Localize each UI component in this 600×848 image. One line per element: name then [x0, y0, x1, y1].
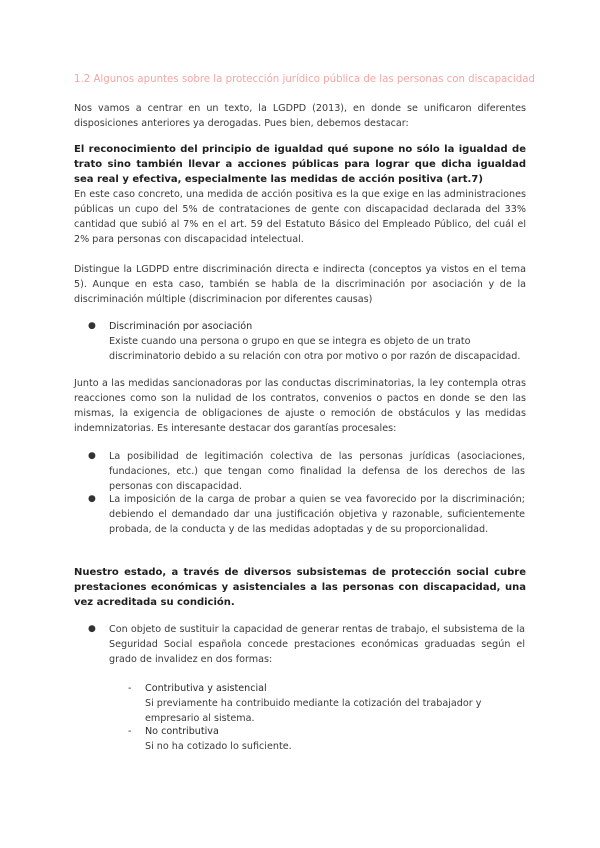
discrimination-types-paragraph: Distingue la LGDPD entre discriminación directa e indirecta (conceptos ya vistos en el tema 5). Aunque en esta caso, también se habla de la discriminación por asociación y de la discriminación múltiple (discriminacion por diferentes causas) [74, 264, 526, 305]
guarantee-item: La posibilidad de legitimación colectiva de las personas jurídicas (asociaciones, fundaciones, etc.) que tengan como finalidad la defensa de los derechos de las personas con discapacidad. [109, 451, 525, 492]
positive-action-paragraph: En este caso concreto, una medida de acción positiva es la que exige en las administraciones públicas un cupo del 5% de contrataciones de gente con discapacidad declarada del 33% cantidad que subió al 7% en el art. 59 del Estatuto Básico del Empleado Público, del cuál el 2% para personas con discapacidad intelectual. [74, 189, 526, 245]
bold-statement-equality: El reconocimiento del principio de igualdad qué supone no sólo la igualdad de trato sino también llevar a acciones públicas para lograr que dicha igualdad sea real y efectiva, especialmente las medidas de acción positiva (art.7) [74, 144, 526, 185]
subitem-text: Si previamente ha contribuido mediante la cotización del trabajador y empresario al sistema. [145, 698, 482, 724]
social-security-bullet: Con objeto de sustituir la capacidad de generar rentas de trabajo, el subsistema de la Seguridad Social española concede prestaciones económicas graduadas según el grado de invalidez en dos formas: [109, 624, 525, 665]
bold-statement-protection: Nuestro estado, a través de diversos subsistemas de protección social cubre prestaciones económicas y asistenciales a las personas con discapacidad, una vez acreditada su condición. [74, 567, 526, 608]
bullet-marker: ● [88, 451, 96, 461]
association-title: Discriminación por asociación [109, 321, 253, 332]
association-bullet [109, 319, 525, 364]
dash-marker: - [128, 726, 132, 737]
dash-marker: - [128, 683, 132, 694]
subitem [145, 724, 525, 754]
subitem [145, 681, 525, 726]
bullet-marker: ● [88, 321, 96, 331]
guarantee-item: La imposición de la carga de probar a quien se vea favorecido por la discriminación; debiendo el demandado dar una justificación objetiva y razonable, suficientemente probada, de la conducta y de las medidas adoptadas y de su proporcionalidad. [109, 494, 525, 535]
subitem-title: Contributiva y asistencial [145, 683, 267, 694]
subitem-title: No contributiva [145, 726, 219, 737]
sanctions-paragraph: Junto a las medidas sancionadoras por las conductas discriminatorias, la ley contempla otras reacciones como son la nulidad de los contratos, convenios o pactos en donde se den las mismas, la exigencia de obligaciones de ajuste o remoción de obstáculos y las medidas indemnizatorias. Es interesante destacar dos garantías procesales: [74, 378, 526, 434]
bullet-marker: ● [88, 624, 96, 634]
intro-paragraph: Nos vamos a centrar en un texto, la LGDPD (2013), en donde se unificaron diferentes disposiciones anteriores ya derogadas. Pues bien, debemos destacar: [74, 103, 526, 129]
subitem-text: Si no ha cotizado lo suficiente. [145, 741, 292, 752]
bullet-marker: ● [88, 494, 96, 504]
section-heading: 1.2 Algunos apuntes sobre la protección jurídico pública de las personas con discapacidad [74, 74, 535, 85]
association-text: Existe cuando una persona o grupo en que se integra es objeto de un trato discriminatorio debido a su relación con otra por motivo o por razón de discapacidad. [109, 336, 521, 362]
